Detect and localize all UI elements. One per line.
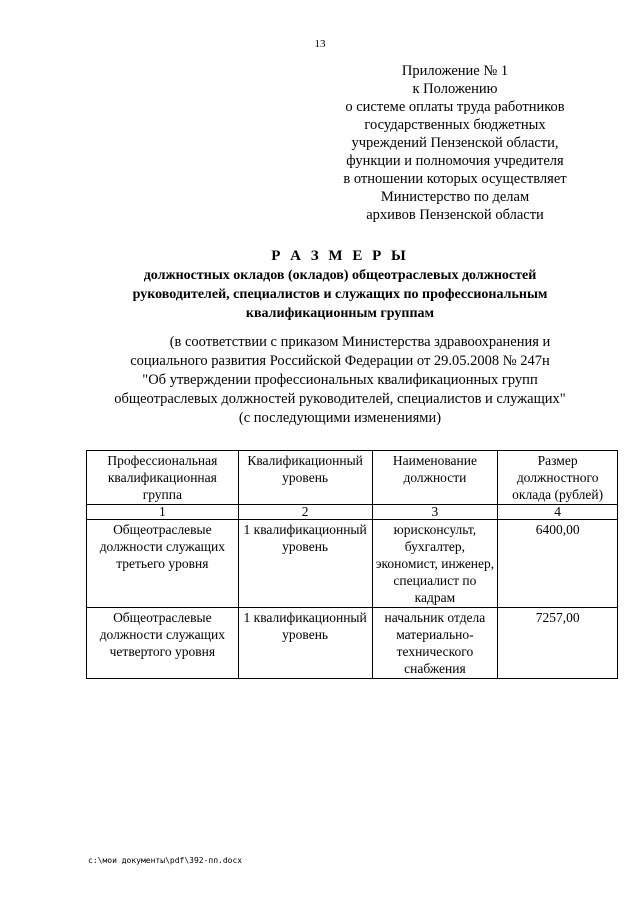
cell-group: Общеотраслевые должности служащих четвертого уровня — [87, 608, 239, 679]
basis-line: (в соответствии с приказом Министерства здравоохранения и — [169, 334, 551, 350]
column-number: 4 — [498, 505, 618, 520]
header-group: Профессиональная квалификационная группа — [87, 451, 239, 505]
column-number: 3 — [372, 505, 498, 520]
title-main: Р А З М Е Р Ы — [271, 248, 409, 264]
column-number: 1 — [87, 505, 239, 520]
title-sub-line: квалификационным группам — [245, 306, 435, 321]
salary-table — [86, 450, 618, 679]
appendix-line: функции и полномочия учредителя — [346, 153, 564, 169]
cell-level: 1 квалификационный уровень — [238, 520, 372, 608]
footer-file-path: c:\мои документы\pdf\392-пп.docx — [88, 856, 243, 865]
basis-line: общеотраслевых должностей руководителей, специалистов и служащих" — [114, 391, 566, 407]
table-row — [87, 520, 618, 608]
appendix-block — [330, 62, 580, 224]
cell-group: Общеотраслевые должности служащих третьего уровня — [87, 520, 239, 608]
cell-salary: 6400,00 — [498, 520, 618, 608]
appendix-line: государственных бюджетных — [364, 117, 546, 133]
header-salary: Размер должностного оклада (рублей) — [498, 451, 618, 505]
column-number-row — [87, 505, 618, 520]
appendix-line: архивов Пензенской области — [366, 207, 544, 223]
table-row — [87, 608, 618, 679]
table-header-row — [87, 451, 618, 505]
appendix-line: учреждений Пензенской области, — [351, 135, 559, 151]
cell-level: 1 квалификационный уровень — [238, 608, 372, 679]
title-subtitle — [60, 266, 620, 323]
appendix-line: о системе оплаты труда работников — [345, 99, 565, 115]
appendix-line: Приложение № 1 — [401, 63, 509, 79]
cell-positions: юрисконсульт, бухгалтер, экономист, инженер, специалист по кадрам — [372, 520, 498, 608]
cell-positions: начальник отдела материально-технического снабжения — [372, 608, 498, 679]
appendix-line: к Положению — [412, 81, 498, 97]
page-number: 13 — [314, 38, 326, 50]
column-number: 2 — [238, 505, 372, 520]
basis-line: "Об утверждении профессиональных квалификационных групп — [142, 372, 538, 388]
basis-reference — [60, 333, 620, 428]
header-level: Квалификационный уровень — [238, 451, 372, 505]
title-sub-line: руководителей, специалистов и служащих по профессиональным — [132, 287, 548, 302]
basis-line: социального развития Российской Федерации от 29.05.2008 № 247н — [130, 353, 550, 369]
basis-line: (с последующими изменениями) — [238, 410, 442, 426]
title-sub-line: должностных окладов (окладов) общеотраслевых должностей — [143, 268, 537, 283]
appendix-line: Министерство по делам — [380, 189, 530, 205]
document-title — [60, 247, 620, 323]
appendix-line: в отношении которых осуществляет — [343, 171, 567, 187]
header-position: Наименование должности — [372, 451, 498, 505]
cell-salary: 7257,00 — [498, 608, 618, 679]
